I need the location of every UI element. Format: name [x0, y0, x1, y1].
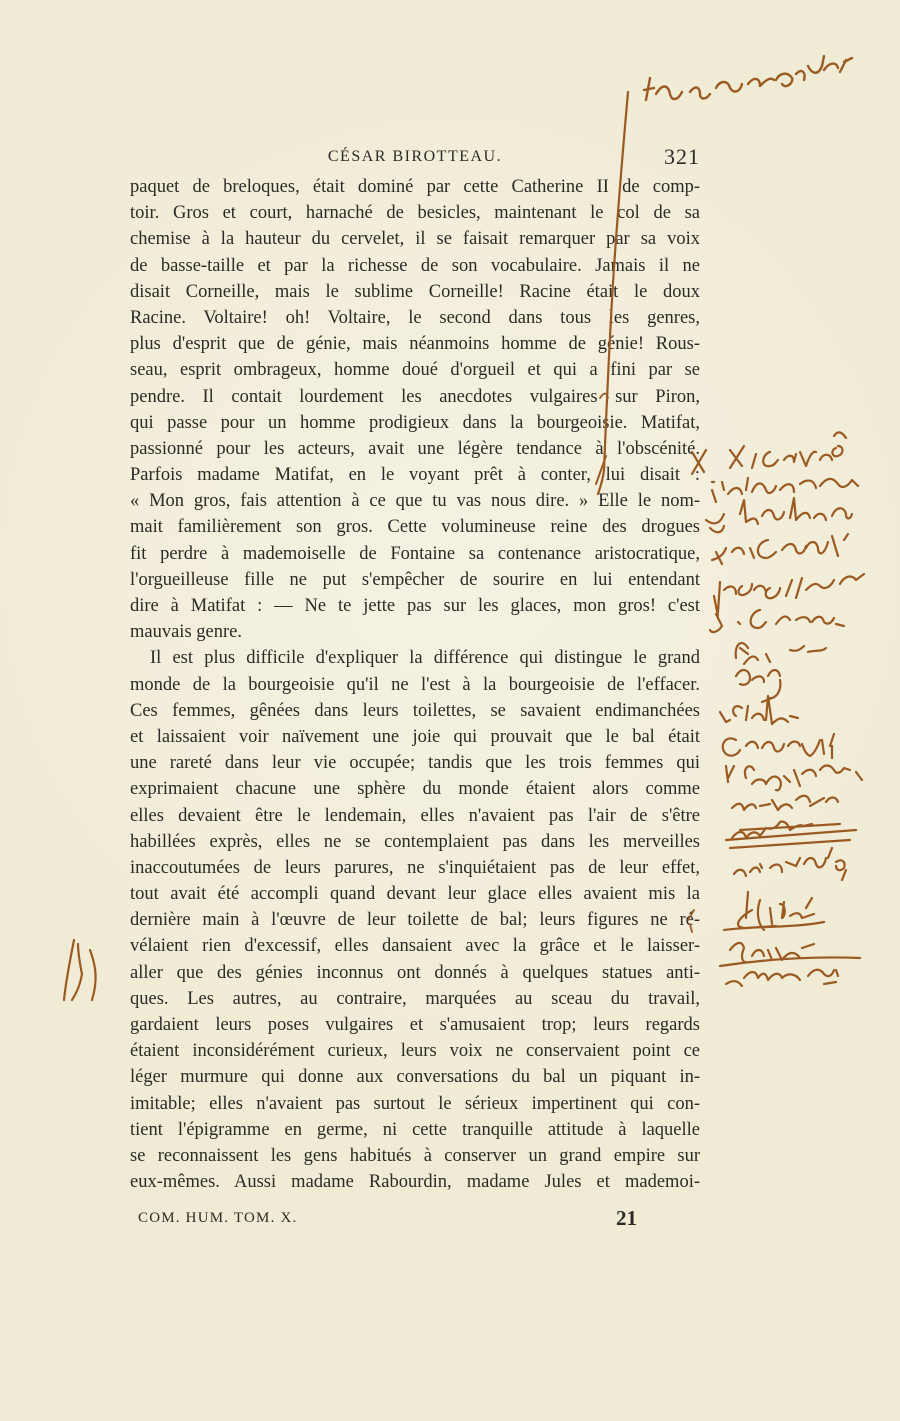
text-line: Il est plus difficile d'expliquer la différence qui distingue le grand	[150, 648, 700, 669]
text-line: dernière main à l'œuvre de leur toilette de bal; leurs figures ne ré-	[130, 910, 700, 931]
text-line: l'orgueilleuse fille ne put s'empêcher de sourire en lui entendant	[130, 569, 700, 590]
sheet-number: 21	[616, 1206, 637, 1230]
margin-note-9	[720, 696, 798, 724]
text-line: imitable; elles n'avaient pas surtout le sérieux impertinent qui con-	[130, 1093, 700, 1114]
text-line: léger murmure qui donne aux conversations du bal un piquant in-	[130, 1067, 700, 1088]
margin-note-16	[726, 970, 838, 986]
margin-note-13	[734, 848, 846, 880]
page-footer	[130, 1206, 700, 1232]
body-text	[130, 174, 700, 1195]
text-line: Ces femmes, gênées dans leurs toilettes, se savaient endimanchées	[130, 700, 700, 721]
text-line: et laissaient voir naïvement une joie qui prouvait que le bal était	[130, 726, 700, 747]
text-line: paquet de breloques, était dominé par cette Catherine II de comp-	[130, 177, 700, 197]
text-line: dire à Matifat : — Ne te jette pas sur les glaces, mon gros! c'est	[130, 596, 700, 616]
text-line: disait Corneille, mais le sublime Corneille! Racine était le doux	[130, 281, 700, 302]
text-line: « Mon gros, fais attention à ce que tu vas nous dire. » Elle le nom-	[130, 491, 700, 512]
text-line: de basse-taille et par la richesse de son vocabulaire. Jamais il ne	[130, 255, 700, 276]
margin-note-11	[726, 766, 862, 791]
text-line: gardaient leurs poses vulgaires et s'amusaient trop; leurs regards	[130, 1015, 700, 1035]
text-line: inaccoutumées de leurs parures, ne s'inquiétaient pas de leur effet,	[130, 857, 700, 878]
text-line: ques. Les autres, au contraire, marquées au sceau du travail,	[130, 988, 700, 1009]
text-line: Racine. Voltaire! oh! Voltaire, le second dans tous les genres,	[130, 307, 700, 328]
margin-note-4	[712, 534, 848, 564]
margin-note-5	[714, 574, 864, 616]
margin-note-14	[724, 892, 824, 930]
text-line: monde de la bourgeoisie qu'il ne l'est à la bourgeoisie de l'effacer.	[130, 674, 700, 695]
margin-note-7	[736, 643, 826, 664]
text-line: pendre. Il contait lourdement les anecdotes vulgaires sur Piron,	[130, 386, 700, 407]
text-line: eux-mêmes. Aussi madame Rabourdin, madame Jules et mademoi-	[130, 1172, 700, 1193]
text-line: exprimaient chacune une sphère du monde étaient alors comme	[130, 779, 700, 800]
text-line: tout avait été accompli quand devant leur glace elles avaient mis la	[130, 884, 700, 905]
text-line: vélaient rien d'excessif, elles dansaient avec la grâce et le laisser-	[130, 936, 700, 957]
text-line: seau, esprit ombrageux, homme doué d'orgueil et qui a fini par se	[130, 360, 700, 381]
margin-note-1	[730, 432, 846, 468]
text-line: passionné pour les acteurs, avait une légère tendance à l'obscénité.	[130, 438, 700, 459]
text-line: chemise à la hauteur du cervelet, il se faisait remarquer par sa voix	[130, 229, 700, 250]
text-line: qui passe pour un homme prodigieux dans la bourgeoisie. Matifat,	[130, 412, 700, 433]
footer-signature: COM. HUM. TOM. X.	[138, 1210, 298, 1226]
text-line: habillées exprès, elles ne se contemplaient pas dans les merveilles	[130, 831, 700, 852]
running-title: CÉSAR BIROTTEAU.	[327, 148, 503, 165]
left-margin-mark	[64, 940, 96, 1000]
margin-note-15	[720, 943, 860, 966]
top-margin-note	[644, 56, 852, 100]
text-line: Parfois madame Matifat, en le voyant prêt à conter, lui disait :	[130, 465, 700, 486]
text-line: fit perdre à mademoiselle de Fontaine sa contenance aristocratique,	[130, 543, 700, 564]
text-line: elles devaient être le lendemain, elles n'avaient pas l'air de s'être	[130, 805, 700, 826]
text-line: toir. Gros et court, harnaché de besicles, maintenant le col de sa	[130, 203, 700, 224]
text-line: mauvais genre.	[130, 622, 242, 643]
text-line: plus d'esprit que de génie, mais néanmoins homme de génie! Rous-	[130, 334, 700, 355]
text-line: mait familièrement son gros. Cette volumineuse reine des drogues	[130, 517, 700, 538]
margin-note-2	[712, 478, 858, 502]
margin-note-12	[732, 796, 838, 810]
running-head	[130, 144, 700, 172]
text-line: une rareté dans leur vie occupée; tandis que les trois femmes qui	[130, 753, 700, 774]
text-line: tient l'épigramme en germe, ni cette tranquille attitude à laquelle	[130, 1119, 700, 1140]
page-number: 321	[664, 144, 700, 169]
struck-out-word	[726, 821, 856, 848]
text-line: se reconnaissent les gens habitués à conserver un grand empire sur	[130, 1145, 700, 1166]
margin-note-8	[736, 670, 780, 702]
margin-note-6	[710, 610, 844, 632]
margin-note-3	[706, 498, 852, 532]
text-line: aller que des génies inconnus ont donnés à quelques statues anti-	[130, 962, 700, 983]
text-line: étaient inconsidérément curieux, leurs voix ne conservaient point ce	[130, 1041, 700, 1062]
margin-note-10	[723, 734, 834, 758]
